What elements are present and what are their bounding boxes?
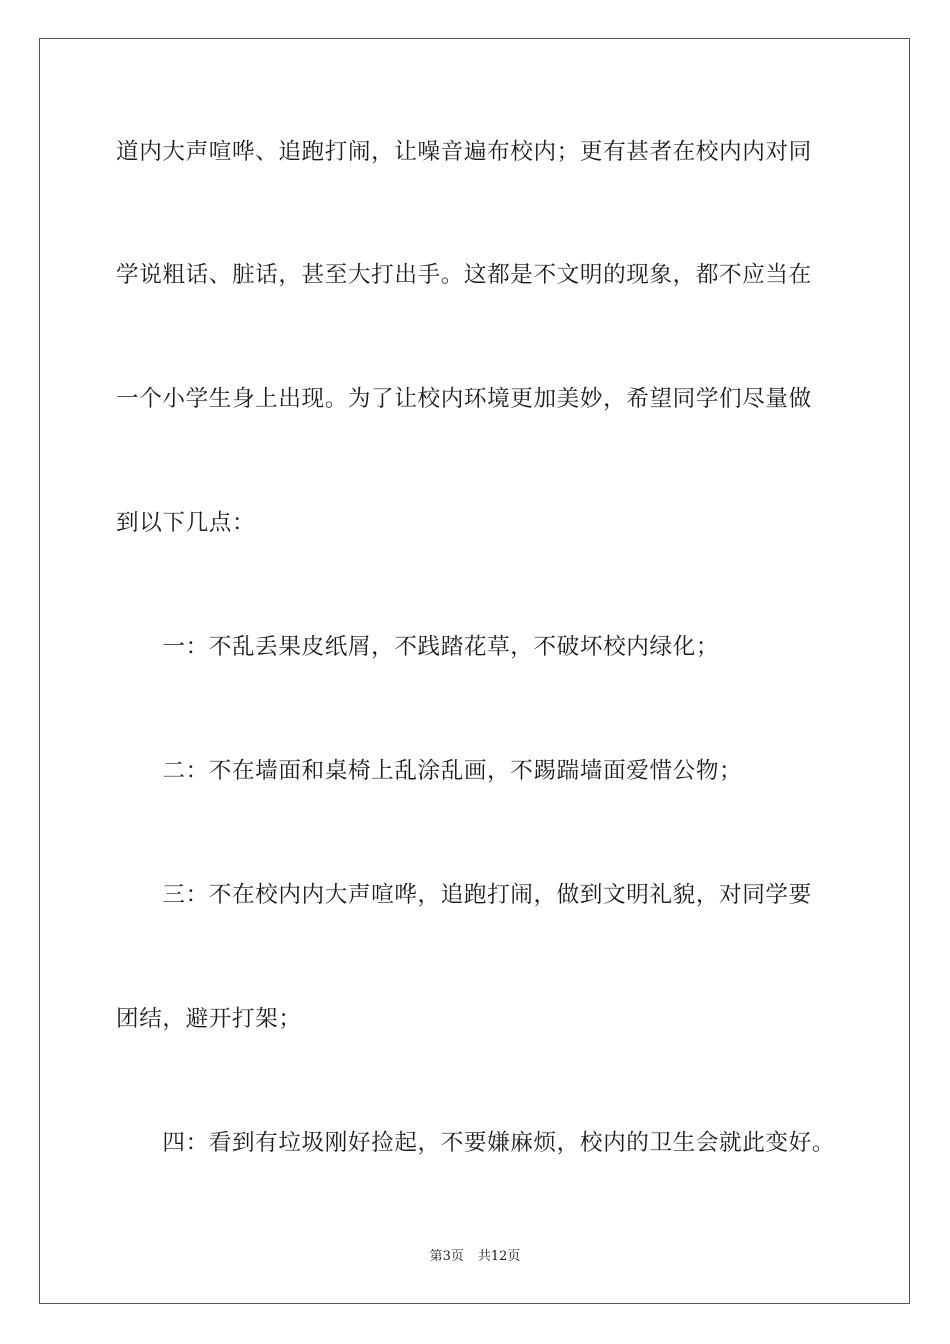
list-item-4: 四：看到有垃圾刚好捡起，不要嫌麻烦，校内的卫生会就此变好。 bbox=[116, 1130, 836, 1156]
list-item-3: 三：不在校内内大声喧哗，追跑打闹，做到文明礼貌，对同学要 bbox=[116, 882, 812, 908]
text-line-1: 道内大声喧哗、追跑打闹，让噪音遍布校内；更有甚者在校内内对同 bbox=[116, 139, 812, 165]
page-total: 共12页 bbox=[477, 1249, 521, 1264]
page-number: 第3页 bbox=[429, 1249, 464, 1264]
list-item-2: 二：不在墙面和桌椅上乱涂乱画，不踢踹墙面爱惜公物； bbox=[116, 758, 743, 784]
list-item-1: 一：不乱丢果皮纸屑，不践踏花草，不破坏校内绿化； bbox=[116, 634, 720, 660]
text-line-2: 学说粗话、脏话，甚至大打出手。这都是不文明的现象，都不应当在 bbox=[116, 262, 812, 288]
page-footer bbox=[0, 1248, 950, 1266]
page-border bbox=[39, 38, 910, 1304]
text-line-4: 到以下几点： bbox=[116, 510, 256, 536]
text-line-3: 一个小学生身上出现。为了让校内环境更加美妙，希望同学们尽量做 bbox=[116, 386, 812, 412]
list-item-3-continued: 团结，避开打架； bbox=[116, 1006, 302, 1032]
